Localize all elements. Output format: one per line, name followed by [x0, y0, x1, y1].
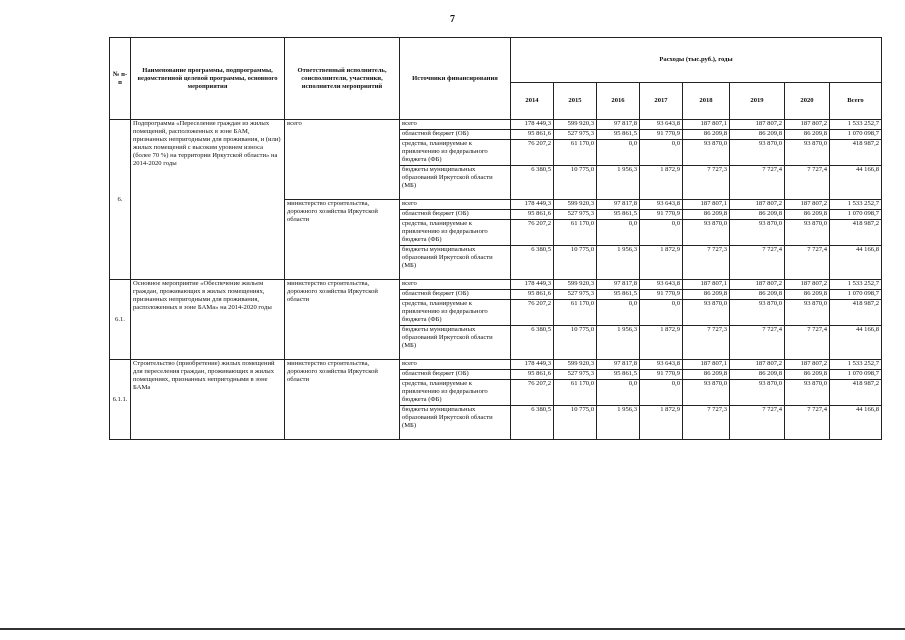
year-value-cell: 93 870,0	[785, 220, 830, 246]
total-value-cell: 44 166,8	[830, 406, 882, 440]
year-value-cell: 86 209,8	[785, 210, 830, 220]
section-name: Основное мероприятие «Обеспечение жильем граждан, проживающих в жилых помещениях, признанных непригодными для проживания, расположенных в зоне БАМа» на 2014-2020 годы	[131, 280, 285, 360]
header-year: 2015	[554, 83, 597, 120]
header-expenses: Расходы (тыс.руб.), годы	[511, 38, 882, 83]
year-value-cell: 187 807,1	[683, 200, 730, 210]
year-value-cell: 1 872,9	[640, 406, 683, 440]
year-value-cell: 76 207,2	[511, 380, 554, 406]
year-value-cell: 6 380,5	[511, 166, 554, 200]
year-value-cell: 0,0	[640, 380, 683, 406]
year-value-cell: 187 807,2	[785, 200, 830, 210]
total-value-cell: 44 166,8	[830, 326, 882, 360]
year-value-cell: 0,0	[597, 380, 640, 406]
total-value-cell: 44 166,8	[830, 246, 882, 280]
executor-cell: министерство строительства, дорожного хозяйства Иркутской области	[285, 360, 400, 440]
year-value-cell: 6 380,5	[511, 406, 554, 440]
header-source: Источники финансирования	[400, 38, 511, 120]
year-value-cell: 0,0	[640, 300, 683, 326]
year-value-cell: 93 870,0	[683, 300, 730, 326]
year-value-cell: 599 920,3	[554, 200, 597, 210]
header-name: Наименование программы, подпрограммы, ведомственной целевой программы, основного мероприятия	[131, 38, 285, 120]
year-value-cell: 91 770,9	[640, 370, 683, 380]
year-value-cell: 61 170,0	[554, 220, 597, 246]
year-value-cell: 86 209,8	[683, 210, 730, 220]
year-value-cell: 527 975,3	[554, 210, 597, 220]
year-value-cell: 97 817,8	[597, 200, 640, 210]
year-value-cell: 6 380,5	[511, 326, 554, 360]
year-value-cell: 187 807,2	[730, 360, 785, 370]
year-value-cell: 93 643,8	[640, 280, 683, 290]
total-value-cell: 418 987,2	[830, 140, 882, 166]
year-value-cell: 61 170,0	[554, 300, 597, 326]
year-value-cell: 61 170,0	[554, 380, 597, 406]
funding-source-cell: средства, планируемые к привлечению из федерального бюджета (ФБ)	[400, 300, 511, 326]
year-value-cell: 76 207,2	[511, 140, 554, 166]
header-year: 2019	[730, 83, 785, 120]
year-value-cell: 93 643,8	[640, 120, 683, 130]
year-value-cell: 0,0	[640, 220, 683, 246]
year-value-cell: 10 775,0	[554, 326, 597, 360]
table-row	[110, 280, 882, 290]
year-value-cell: 0,0	[597, 140, 640, 166]
year-value-cell: 178 449,3	[511, 360, 554, 370]
year-value-cell: 7 727,3	[683, 166, 730, 200]
year-value-cell: 86 209,8	[683, 370, 730, 380]
year-value-cell: 97 817,8	[597, 120, 640, 130]
year-value-cell: 91 770,9	[640, 290, 683, 300]
funding-source-cell: всего	[400, 360, 511, 370]
funding-source-cell: средства, планируемые к привлечению из федерального бюджета (ФБ)	[400, 380, 511, 406]
header-year-total: Всего	[830, 83, 882, 120]
year-value-cell: 7 727,4	[730, 406, 785, 440]
funding-source-cell: бюджеты муниципальных образований Иркутской области (МБ)	[400, 246, 511, 280]
year-value-cell: 86 209,8	[785, 130, 830, 140]
year-value-cell: 1 956,3	[597, 326, 640, 360]
year-value-cell: 7 727,4	[785, 166, 830, 200]
year-value-cell: 178 449,3	[511, 280, 554, 290]
year-value-cell: 91 770,9	[640, 210, 683, 220]
total-value-cell: 418 987,2	[830, 220, 882, 246]
table-body	[110, 120, 882, 440]
year-value-cell: 7 727,4	[730, 166, 785, 200]
funding-source-cell: бюджеты муниципальных образований Иркутской области (МБ)	[400, 326, 511, 360]
section-number: 6.1.1.	[110, 360, 131, 440]
year-value-cell: 6 380,5	[511, 246, 554, 280]
executor-cell: всего	[285, 120, 400, 200]
year-value-cell: 93 870,0	[730, 220, 785, 246]
year-value-cell: 7 727,4	[730, 326, 785, 360]
funding-source-cell: областной бюджет (ОБ)	[400, 290, 511, 300]
total-value-cell: 44 166,8	[830, 166, 882, 200]
header-year: 2020	[785, 83, 830, 120]
year-value-cell: 10 775,0	[554, 406, 597, 440]
section-name: Строительство (приобретение) жилых помещений для переселения граждан, проживающих в жилых помещениях, признанных непригодными в зоне БАМа	[131, 360, 285, 440]
year-value-cell: 1 956,3	[597, 406, 640, 440]
year-value-cell: 95 861,5	[597, 290, 640, 300]
year-value-cell: 95 861,5	[597, 370, 640, 380]
year-value-cell: 91 770,9	[640, 130, 683, 140]
year-value-cell: 93 643,8	[640, 360, 683, 370]
year-value-cell: 7 727,3	[683, 406, 730, 440]
year-value-cell: 187 807,1	[683, 360, 730, 370]
year-value-cell: 93 643,8	[640, 200, 683, 210]
year-value-cell: 0,0	[640, 140, 683, 166]
header-executor: Ответственный исполнитель, соисполнители, участники, исполнители мероприятий	[285, 38, 400, 120]
year-value-cell: 187 807,1	[683, 120, 730, 130]
total-value-cell: 418 987,2	[830, 300, 882, 326]
year-value-cell: 178 449,3	[511, 200, 554, 210]
total-value-cell: 1 070 098,7	[830, 130, 882, 140]
total-value-cell: 1 070 098,7	[830, 210, 882, 220]
year-value-cell: 93 870,0	[683, 380, 730, 406]
total-value-cell: 1 070 098,7	[830, 370, 882, 380]
table-row	[110, 120, 882, 130]
financing-table	[109, 37, 882, 440]
year-value-cell: 93 870,0	[683, 220, 730, 246]
total-value-cell: 1 533 252,7	[830, 200, 882, 210]
year-value-cell: 1 872,9	[640, 166, 683, 200]
funding-source-cell: областной бюджет (ОБ)	[400, 370, 511, 380]
header-year: 2016	[597, 83, 640, 120]
header-year: 2014	[511, 83, 554, 120]
year-value-cell: 95 861,6	[511, 210, 554, 220]
year-value-cell: 187 807,2	[730, 280, 785, 290]
year-value-cell: 93 870,0	[785, 140, 830, 166]
year-value-cell: 527 975,3	[554, 370, 597, 380]
funding-source-cell: областной бюджет (ОБ)	[400, 130, 511, 140]
page-number: 7	[450, 14, 455, 25]
year-value-cell: 95 861,6	[511, 130, 554, 140]
year-value-cell: 86 209,8	[683, 130, 730, 140]
year-value-cell: 95 861,5	[597, 130, 640, 140]
year-value-cell: 1 956,3	[597, 246, 640, 280]
year-value-cell: 76 207,2	[511, 220, 554, 246]
section-number: 6.	[110, 120, 131, 280]
year-value-cell: 76 207,2	[511, 300, 554, 326]
year-value-cell: 178 449,3	[511, 120, 554, 130]
executor-cell: министерство строительства, дорожного хозяйства Иркутской области	[285, 200, 400, 280]
year-value-cell: 97 817,8	[597, 360, 640, 370]
year-value-cell: 86 209,8	[730, 130, 785, 140]
funding-source-cell: всего	[400, 120, 511, 130]
year-value-cell: 10 775,0	[554, 246, 597, 280]
year-value-cell: 7 727,4	[785, 246, 830, 280]
year-value-cell: 93 870,0	[683, 140, 730, 166]
header-year: 2018	[683, 83, 730, 120]
total-value-cell: 1 533 252,7	[830, 360, 882, 370]
year-value-cell: 187 807,2	[785, 120, 830, 130]
total-value-cell: 1 533 252,7	[830, 120, 882, 130]
funding-source-cell: бюджеты муниципальных образований Иркутской области (МБ)	[400, 406, 511, 440]
table-row	[110, 360, 882, 370]
funding-source-cell: бюджеты муниципальных образований Иркутской области (МБ)	[400, 166, 511, 200]
year-value-cell: 61 170,0	[554, 140, 597, 166]
year-value-cell: 187 807,2	[730, 120, 785, 130]
year-value-cell: 86 209,8	[785, 290, 830, 300]
funding-source-cell: всего	[400, 200, 511, 210]
year-value-cell: 527 975,3	[554, 290, 597, 300]
year-value-cell: 0,0	[597, 220, 640, 246]
funding-source-cell: средства, планируемые к привлечению из федерального бюджета (ФБ)	[400, 140, 511, 166]
funding-source-cell: областной бюджет (ОБ)	[400, 210, 511, 220]
year-value-cell: 10 775,0	[554, 166, 597, 200]
year-value-cell: 1 872,9	[640, 246, 683, 280]
section-number: 6.1.	[110, 280, 131, 360]
total-value-cell: 1 070 098,7	[830, 290, 882, 300]
section-name: Подпрограмма «Переселение граждан из жилых помещений, расположенных в зоне БАМ, признанных непригодными для проживания, и (или) жилых помещений с высоким уровнем износа (более 70 %) на территории Иркутской области» на 2014-2020 годы	[131, 120, 285, 280]
year-value-cell: 86 209,8	[730, 370, 785, 380]
header-year: 2017	[640, 83, 683, 120]
executor-cell: министерство строительства, дорожного хозяйства Иркутской области	[285, 280, 400, 360]
year-value-cell: 187 807,2	[785, 360, 830, 370]
year-value-cell: 1 872,9	[640, 326, 683, 360]
year-value-cell: 86 209,8	[730, 210, 785, 220]
year-value-cell: 187 807,2	[730, 200, 785, 210]
year-value-cell: 93 870,0	[730, 300, 785, 326]
year-value-cell: 599 920,3	[554, 360, 597, 370]
year-value-cell: 0,0	[597, 300, 640, 326]
year-value-cell: 7 727,4	[785, 326, 830, 360]
year-value-cell: 7 727,3	[683, 246, 730, 280]
total-value-cell: 1 533 252,7	[830, 280, 882, 290]
year-value-cell: 187 807,1	[683, 280, 730, 290]
year-value-cell: 86 209,8	[785, 370, 830, 380]
year-value-cell: 599 920,3	[554, 280, 597, 290]
funding-source-cell: всего	[400, 280, 511, 290]
header-num: № п-п	[110, 38, 131, 120]
year-value-cell: 7 727,4	[785, 406, 830, 440]
year-value-cell: 7 727,3	[683, 326, 730, 360]
year-value-cell: 97 817,8	[597, 280, 640, 290]
year-value-cell: 93 870,0	[730, 380, 785, 406]
year-value-cell: 95 861,6	[511, 290, 554, 300]
year-value-cell: 7 727,4	[730, 246, 785, 280]
year-value-cell: 93 870,0	[785, 300, 830, 326]
year-value-cell: 95 861,6	[511, 370, 554, 380]
year-value-cell: 527 975,3	[554, 130, 597, 140]
year-value-cell: 95 861,5	[597, 210, 640, 220]
page-bottom-edge	[0, 628, 905, 630]
year-value-cell: 1 956,3	[597, 166, 640, 200]
year-value-cell: 599 920,3	[554, 120, 597, 130]
year-value-cell: 86 209,8	[730, 290, 785, 300]
year-value-cell: 93 870,0	[730, 140, 785, 166]
funding-source-cell: средства, планируемые к привлечению из федерального бюджета (ФБ)	[400, 220, 511, 246]
year-value-cell: 93 870,0	[785, 380, 830, 406]
year-value-cell: 86 209,8	[683, 290, 730, 300]
total-value-cell: 418 987,2	[830, 380, 882, 406]
year-value-cell: 187 807,2	[785, 280, 830, 290]
